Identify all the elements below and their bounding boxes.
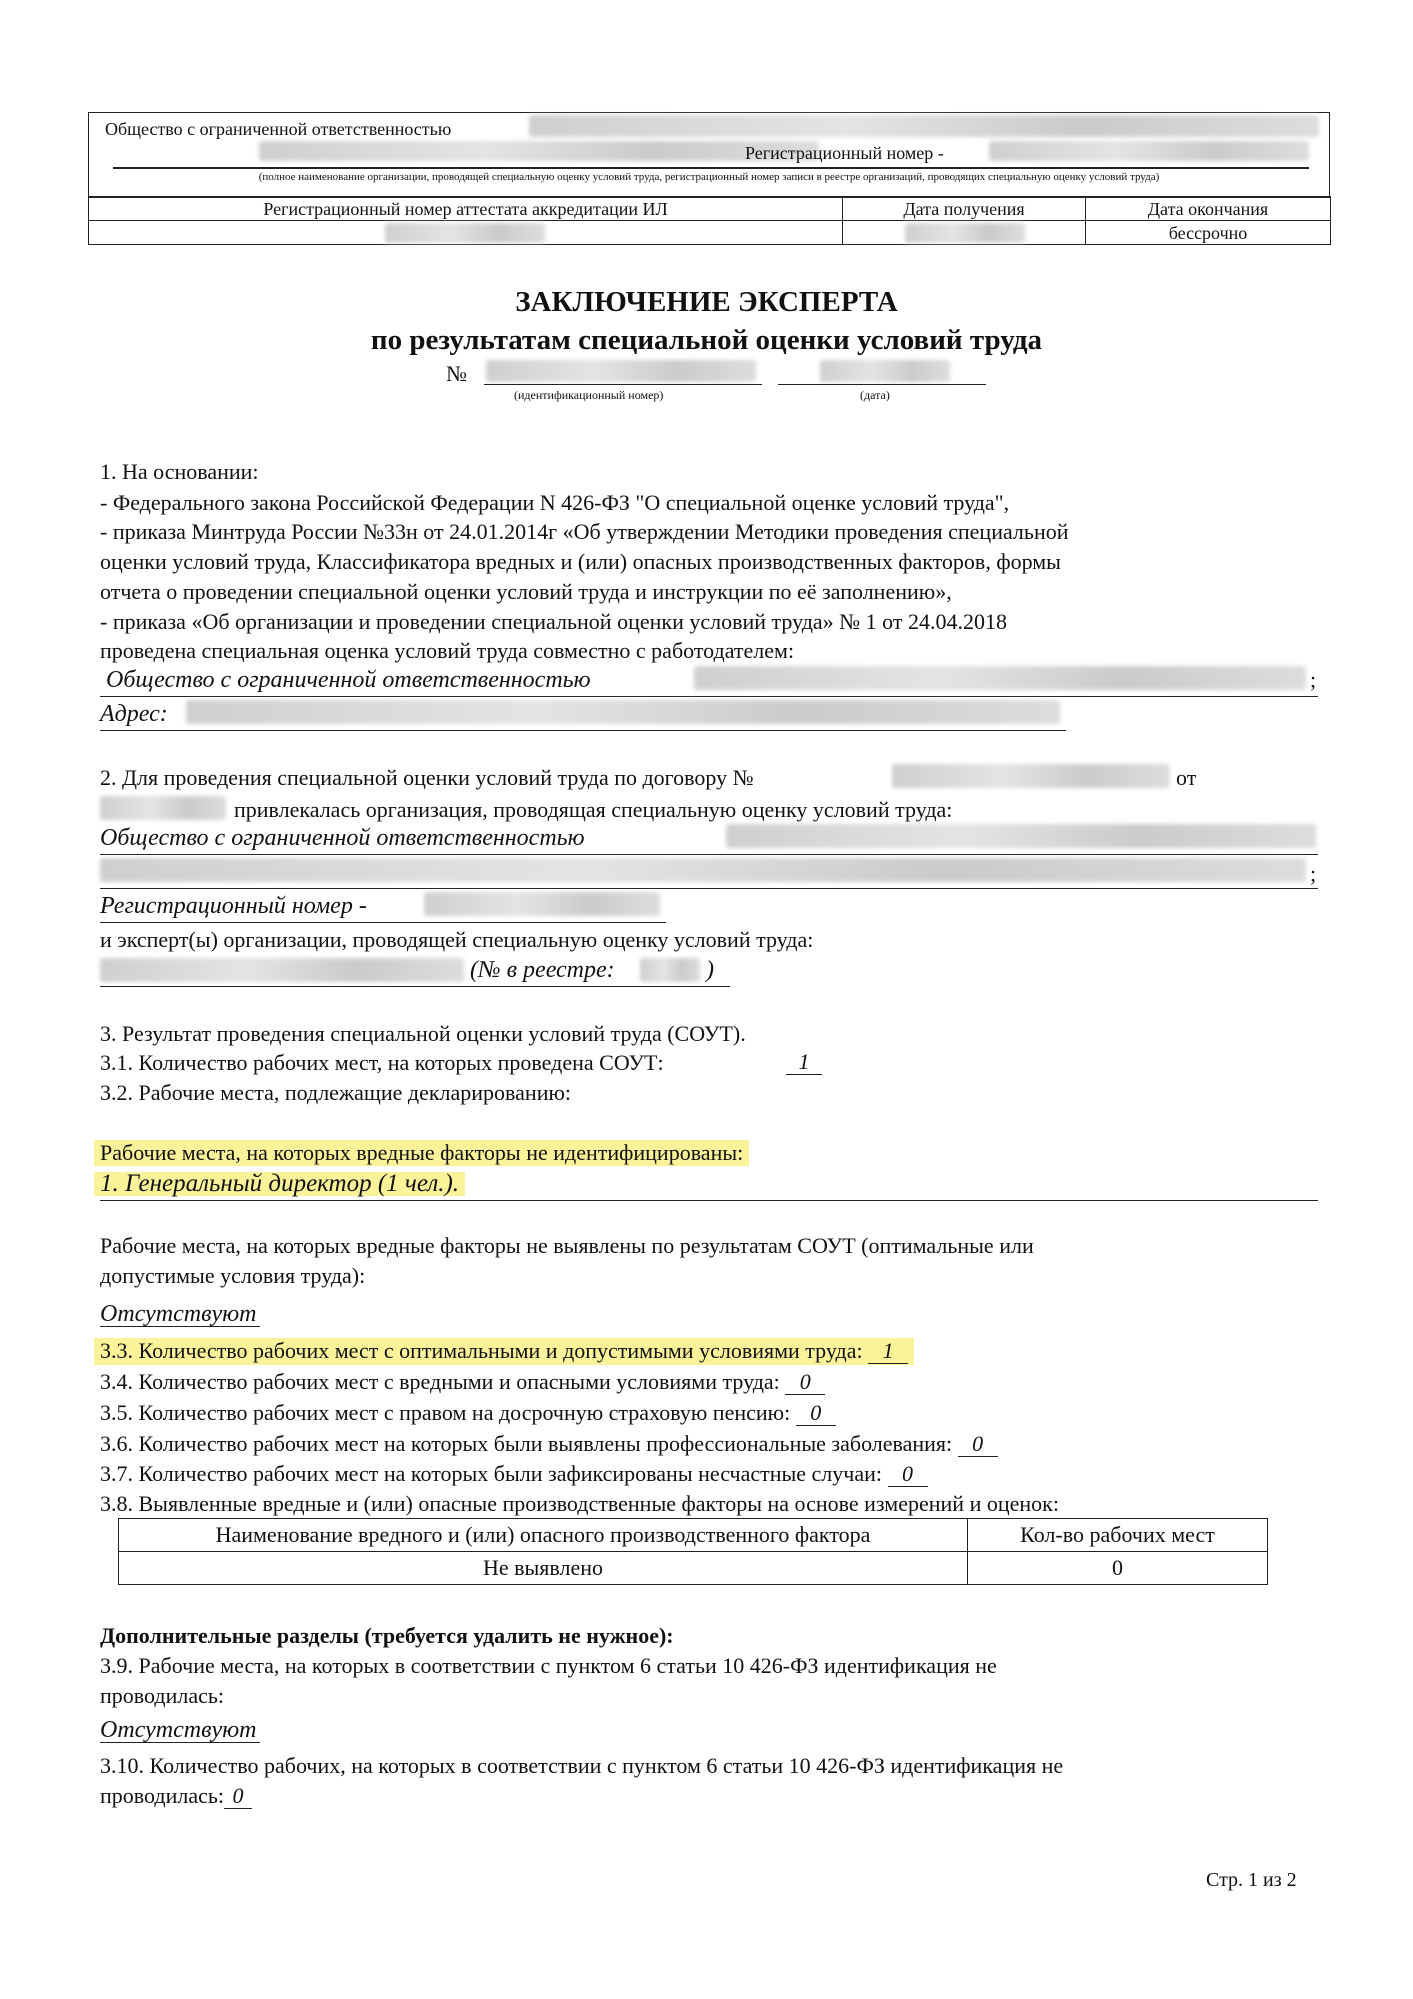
address-label: Адрес: <box>100 701 168 727</box>
s3-5-label: 3.5. Количество рабочих мест с правом на досрочную страховую пенсию: <box>100 1400 791 1425</box>
s3-line2: 3.2. Рабочие места, подлежащие декларированию: <box>100 1080 572 1105</box>
s3-6-value: 0 <box>958 1432 998 1457</box>
s3-8-line: 3.8. Выявленные вредные и (или) опасные производственные факторы на основе измерений и оценок: <box>100 1491 1059 1516</box>
registry-open: (№ в реестре: <box>470 957 615 983</box>
s1-line3: - приказа Минтруда России №33н от 24.01.2014г «Об утверждении Методики проведения специальной <box>100 519 1069 544</box>
factors-col-count: Кол-во рабочих мест <box>968 1519 1268 1552</box>
redacted-s2-org-2 <box>100 858 1306 882</box>
date-end-value: бессрочно <box>1086 221 1331 245</box>
redacted-s2-reg <box>424 892 660 916</box>
s3-10-line-a: 3.10. Количество рабочих, на которых в соответствии с пунктом 6 статьи 10 426-ФЗ идентификация не <box>100 1753 1064 1778</box>
date-recv-col-header: Дата получения <box>843 197 1086 221</box>
s3-6-line <box>100 1432 998 1457</box>
redacted-reg-number <box>989 141 1309 161</box>
workplace-item-1: 1. Генеральный директор (1 чел.). <box>94 1172 465 1196</box>
page-number: Стр. 1 из 2 <box>1206 1869 1297 1891</box>
redacted-registry <box>640 958 700 982</box>
not-found-line1: Рабочие места, на которых вредные факторы не выявлены по результатам СОУТ (оптимальные или <box>100 1233 1034 1258</box>
s3-3-line <box>94 1338 914 1365</box>
id-underline <box>484 384 762 385</box>
s2-line2: привлекалась организация, проводящая специальную оценку условий труда: <box>234 797 953 822</box>
s1-line5: отчета о проведении специальной оценки условий труда и инструкции по её заполнению», <box>100 579 952 604</box>
s3-line0: 3. Результат проведения специальной оценки условий труда (СОУТ). <box>100 1021 746 1046</box>
not-found-line2: допустимые условия труда): <box>100 1263 366 1288</box>
header-org-label: Общество с ограниченной ответственностью <box>105 119 452 139</box>
redacted-address <box>186 700 1060 724</box>
s3-line1-value: 1 <box>786 1050 822 1075</box>
s3-6-label: 3.6. Количество рабочих мест на которых были выявлены профессиональные заболевания: <box>100 1431 953 1456</box>
redacted-date-recv <box>905 223 1025 243</box>
page-subtitle: по результатам специальной оценки условий труда <box>370 324 1043 356</box>
employer-semicolon: ; <box>1310 667 1317 692</box>
s3-10-value: 0 <box>224 1784 252 1809</box>
factors-row-name: Не выявлено <box>119 1552 968 1585</box>
header-box <box>88 112 1330 198</box>
date-end-col-header: Дата окончания <box>1086 197 1331 221</box>
accr-col-header: Регистрационный номер аттестата аккредитации ИЛ <box>89 197 843 221</box>
s3-4-label: 3.4. Количество рабочих мест с вредными и опасными условиями труда: <box>100 1369 780 1394</box>
s1-line4: оценки условий труда, Классификатора вредных и (или) опасных производственных факторов, формы <box>100 549 1061 574</box>
header-org-note: (полное наименование организации, проводящей специальную оценку условий труда, регистрационный номер записи в реестре организаций, проводящих специальную оценку условий труда) <box>258 171 1160 183</box>
s3-5-line <box>100 1401 836 1426</box>
s3-7-value: 0 <box>888 1462 928 1487</box>
page-title: ЗАКЛЮЧЕНИЕ ЭКСПЕРТА <box>515 286 898 318</box>
redacted-contract <box>892 764 1170 788</box>
redacted-contract-date <box>100 796 226 820</box>
s3-4-line <box>100 1370 825 1395</box>
s3-7-label: 3.7. Количество рабочих мест на которых были зафиксированы несчастные случаи: <box>100 1461 882 1486</box>
redacted-accr-number <box>385 223 545 243</box>
s1-line6: - приказа «Об организации и проведении специальной оценки условий труда» № 1 от 24.04.2018 <box>100 609 1007 634</box>
s3-5-value: 0 <box>796 1401 836 1426</box>
id-caption: (идентификационный номер) <box>514 388 664 402</box>
accr-number-cell <box>89 221 843 245</box>
number-sign: № <box>446 361 467 386</box>
redacted-expert <box>100 958 464 982</box>
s2-reg: Регистрационный номер - <box>100 893 367 919</box>
s3-10-line-b <box>100 1784 252 1809</box>
s3-10-label: проводилась: <box>100 1783 224 1808</box>
factors-table <box>118 1518 1268 1585</box>
s3-9-line-a: 3.9. Рабочие места, на которых в соответствии с пунктом 6 статьи 10 426-ФЗ идентификация не <box>100 1653 997 1678</box>
absent-2: Отсутствуют <box>100 1718 260 1743</box>
extra-heading: Дополнительные разделы (требуется удалить не нужное): <box>100 1623 674 1648</box>
s1-line1: 1. На основании: <box>100 459 259 484</box>
header-divider <box>113 167 1309 169</box>
redacted-id-number <box>486 360 756 382</box>
header-reg-label: Регистрационный номер - <box>745 143 944 163</box>
s2-semicolon: ; <box>1310 861 1317 886</box>
s3-9-line-b: проводилась: <box>100 1683 224 1708</box>
s2-from: от <box>1176 765 1197 790</box>
date-caption: (дата) <box>860 388 890 402</box>
s3-4-value: 0 <box>785 1370 825 1395</box>
employer-name: Общество с ограниченной ответственностью <box>106 667 591 693</box>
s2-org: Общество с ограниченной ответственностью <box>100 825 585 851</box>
absent-1: Отсутствуют <box>100 1302 260 1327</box>
redacted-s2-org <box>726 824 1316 848</box>
s3-3-label: 3.3. Количество рабочих мест с оптимальными и допустимыми условиями труда: <box>100 1338 863 1363</box>
s3-line1: 3.1. Количество рабочих мест, на которых проведена СОУТ: <box>100 1050 664 1075</box>
not-identified-heading: Рабочие места, на которых вредные факторы не идентифицированы: <box>94 1140 749 1166</box>
redacted-org-name-2 <box>259 141 819 161</box>
s2-line3: и эксперт(ы) организации, проводящей специальную оценку условий труда: <box>100 927 814 952</box>
factors-col-name: Наименование вредного и (или) опасного производственного фактора <box>119 1519 968 1552</box>
s1-line2: - Федерального закона Российской Федерации N 426-ФЗ "О специальной оценке условий труда", <box>100 490 1010 515</box>
date-underline <box>778 384 986 385</box>
registry-close: ) <box>706 957 714 983</box>
redacted-org-name <box>529 115 1319 137</box>
date-recv-cell <box>843 221 1086 245</box>
s3-3-value: 1 <box>868 1339 908 1364</box>
s3-7-line <box>100 1462 928 1487</box>
s2-line1: 2. Для проведения специальной оценки условий труда по договору № <box>100 765 754 790</box>
factors-row-count: 0 <box>968 1552 1268 1585</box>
redacted-employer <box>694 666 1306 690</box>
accreditation-table <box>88 196 1331 245</box>
redacted-date <box>820 360 950 382</box>
s1-line7: проведена специальная оценка условий труда совместно с работодателем: <box>100 638 795 663</box>
